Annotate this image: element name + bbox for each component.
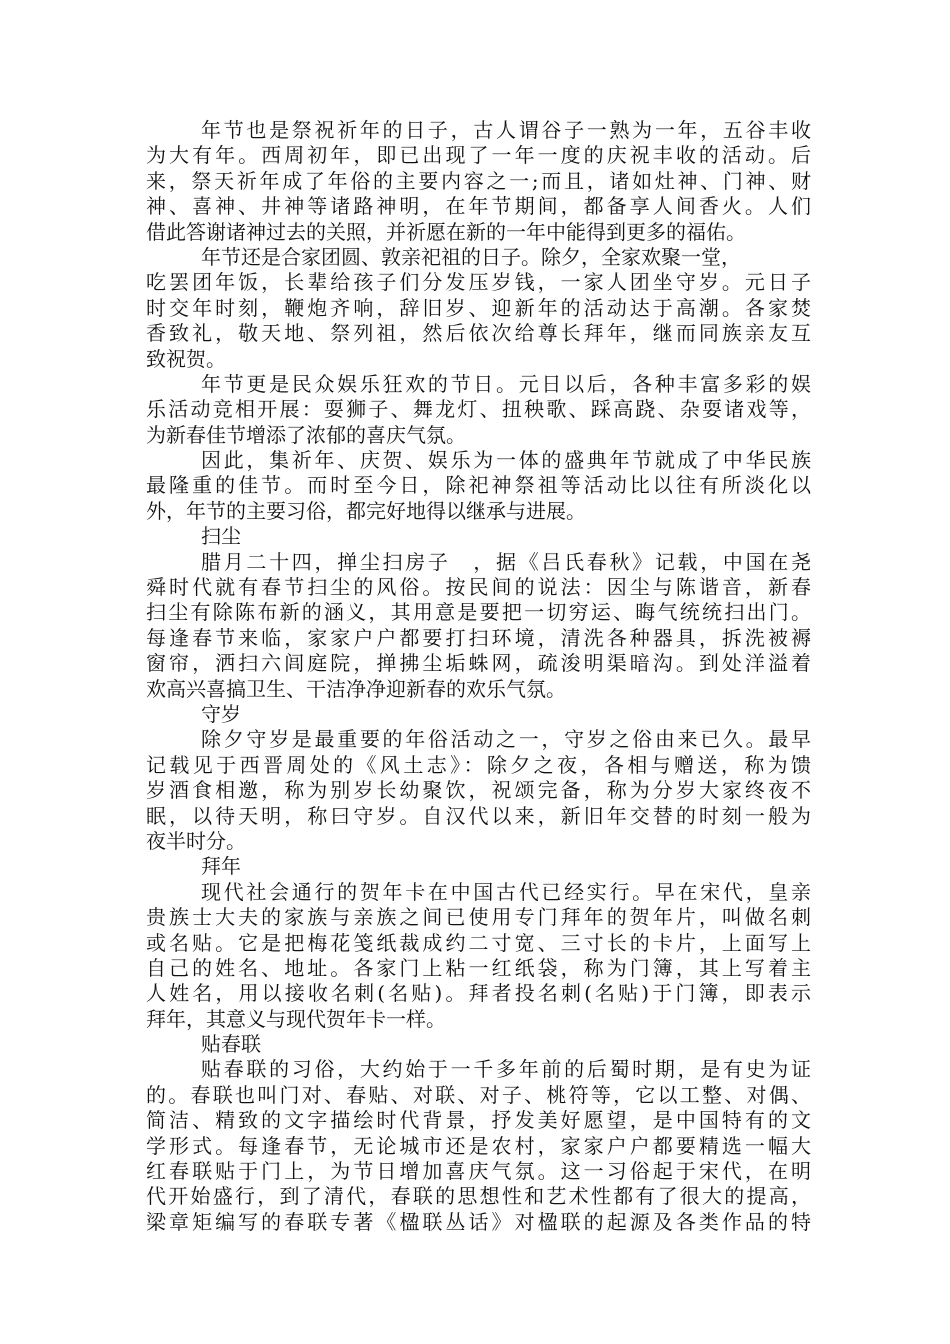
text-line: 最隆重的佳节。而时至今日，除祀神祭祖等活动比以往有所淡化以: [146, 473, 811, 498]
text-line: 借此答谢诸神过去的关照，并祈愿在新的一年中能得到更多的福佑。: [146, 219, 746, 244]
paragraph-couplets: [146, 1057, 811, 1235]
text-line: 窗帘，洒扫六闾庭院，掸拂尘垢蛛网，疏浚明渠暗沟。到处洋溢着: [146, 651, 811, 676]
section-heading-greetings: 拜年: [201, 854, 241, 879]
section-heading-couplets: 贴春联: [201, 1032, 261, 1057]
paragraph-conclusion: [146, 448, 811, 524]
section-heading-sweeping: 扫尘: [201, 524, 241, 549]
text-line: 扫尘有除陈布新的涵义，其用意是要把一切穷运、晦气统统扫出门。: [146, 600, 811, 625]
paragraph-sweeping: [146, 550, 811, 702]
section-heading-vigil: 守岁: [201, 701, 241, 726]
text-line: 香致礼，敬天地、祭列祖，然后依次给尊长拜年，继而同族亲友互: [146, 321, 811, 346]
text-line: 因此，集祈年、庆贺、娱乐为一体的盛典年节就成了中华民族: [201, 448, 811, 473]
paragraph-new-year-prayer: [146, 118, 811, 245]
text-line: 除夕守岁是最重要的年俗活动之一，守岁之俗由来已久。最早: [201, 727, 811, 752]
text-line: 自己的姓名、地址。各家门上粘一红纸袋，称为门簿，其上写着主: [146, 955, 811, 980]
text-line: 时交年时刻，鞭炮齐响，辞旧岁、迎新年的活动达于高潮。各家焚: [146, 295, 811, 320]
text-line: 贵族士大夫的家族与亲族之间已使用专门拜年的贺年片，叫做名刺: [146, 905, 811, 930]
text-line: 或名贴。它是把梅花笺纸裁成约二寸宽、三寸长的卡片，上面写上: [146, 930, 811, 955]
text-line: 吃罢团年饭，长辈给孩子们分发压岁钱，一家人团坐守岁。元日子: [146, 270, 811, 295]
text-line: 代开始盛行，到了清代，春联的思想性和艺术性都有了很大的提高，: [146, 1184, 811, 1209]
text-line: 拜年，其意义与现代贺年卡一样。: [146, 1006, 446, 1031]
text-line: 年节也是祭祝祈年的日子，古人谓谷子一熟为一年，五谷丰收: [201, 118, 811, 142]
text-line: 神、喜神、井神等诸路神明，在年节期间，都备享人间香火。人们: [146, 194, 811, 219]
text-line: 记载见于西晋周处的《风土志》：除夕之夜，各相与赠送，称为馈: [146, 752, 811, 777]
text-line: 夜半时分。: [146, 828, 246, 853]
text-line: 的。春联也叫门对、春贴、对联、对子、桃符等，它以工整、对偶、: [146, 1082, 811, 1107]
text-line: 为大有年。西周初年，即已出现了一年一度的庆祝丰收的活动。后: [146, 143, 811, 168]
text-line: 年节还是合家团圆、敦亲祀祖的日子。除夕，全家欢聚一堂，: [201, 244, 741, 269]
paragraph-family-reunion: [146, 245, 811, 372]
text-line: 腊月二十四，掸尘扫房子 ，据《吕氏春秋》记载，中国在尧: [201, 549, 811, 574]
text-line: 眠，以待天明，称曰守岁。自汉代以来，新旧年交替的时刻一般为: [146, 803, 811, 828]
text-line: 为新春佳节增添了浓郁的喜庆气氛。: [146, 422, 466, 447]
paragraph-festivities: [146, 372, 811, 448]
text-line: 年节更是民众娱乐狂欢的节日。元日以后，各种丰富多彩的娱: [201, 371, 811, 396]
text-line: 红春联贴于门上，为节日增加喜庆气氛。这一习俗起于宋代，在明: [146, 1159, 811, 1184]
paragraph-vigil: [146, 727, 811, 854]
text-line: 岁酒食相邀，称为别岁长幼聚饮，祝颂完备，称为分岁大家终夜不: [146, 778, 811, 803]
text-line: 人姓名，用以接收名刺(名贴)。拜者投名刺(名贴)于门簿，即表示: [146, 981, 811, 1006]
document-body: [146, 118, 811, 1235]
text-line: 致祝贺。: [146, 346, 226, 371]
paragraph-greetings: [146, 880, 811, 1032]
text-line: 现代社会通行的贺年卡在中国古代已经实行。早在宋代，皇亲: [201, 879, 811, 904]
text-line: 舜时代就有春节扫尘的风俗。按民间的说法：因尘与陈谐音，新春: [146, 575, 811, 600]
text-line: 每逢春节来临，家家户户都要打扫环境，清洗各种器具，拆洗被褥: [146, 625, 811, 650]
text-line: 学形式。每逢春节，无论城市还是农村，家家户户都要精选一幅大: [146, 1133, 811, 1158]
text-line: 梁章矩编写的春联专著《楹联丛话》对楹联的起源及各类作品的特: [146, 1209, 811, 1234]
text-line: 乐活动竞相开展：耍狮子、舞龙灯、扭秧歌、踩高跷、杂耍诸戏等，: [146, 397, 811, 422]
text-line: 贴春联的习俗，大约始于一千多年前的后蜀时期，是有史为证: [201, 1057, 811, 1082]
text-line: 欢高兴喜搞卫生、干洁净净迎新春的欢乐气氛。: [146, 676, 566, 701]
text-line: 来，祭天祈年成了年俗的主要内容之一;而且，诸如灶神、门神、财: [146, 168, 811, 193]
text-line: 外，年节的主要习俗，都完好地得以继承与进展。: [146, 498, 586, 523]
text-line: 简洁、精致的文字描绘时代背景，抒发美好愿望，是中国特有的文: [146, 1108, 811, 1133]
